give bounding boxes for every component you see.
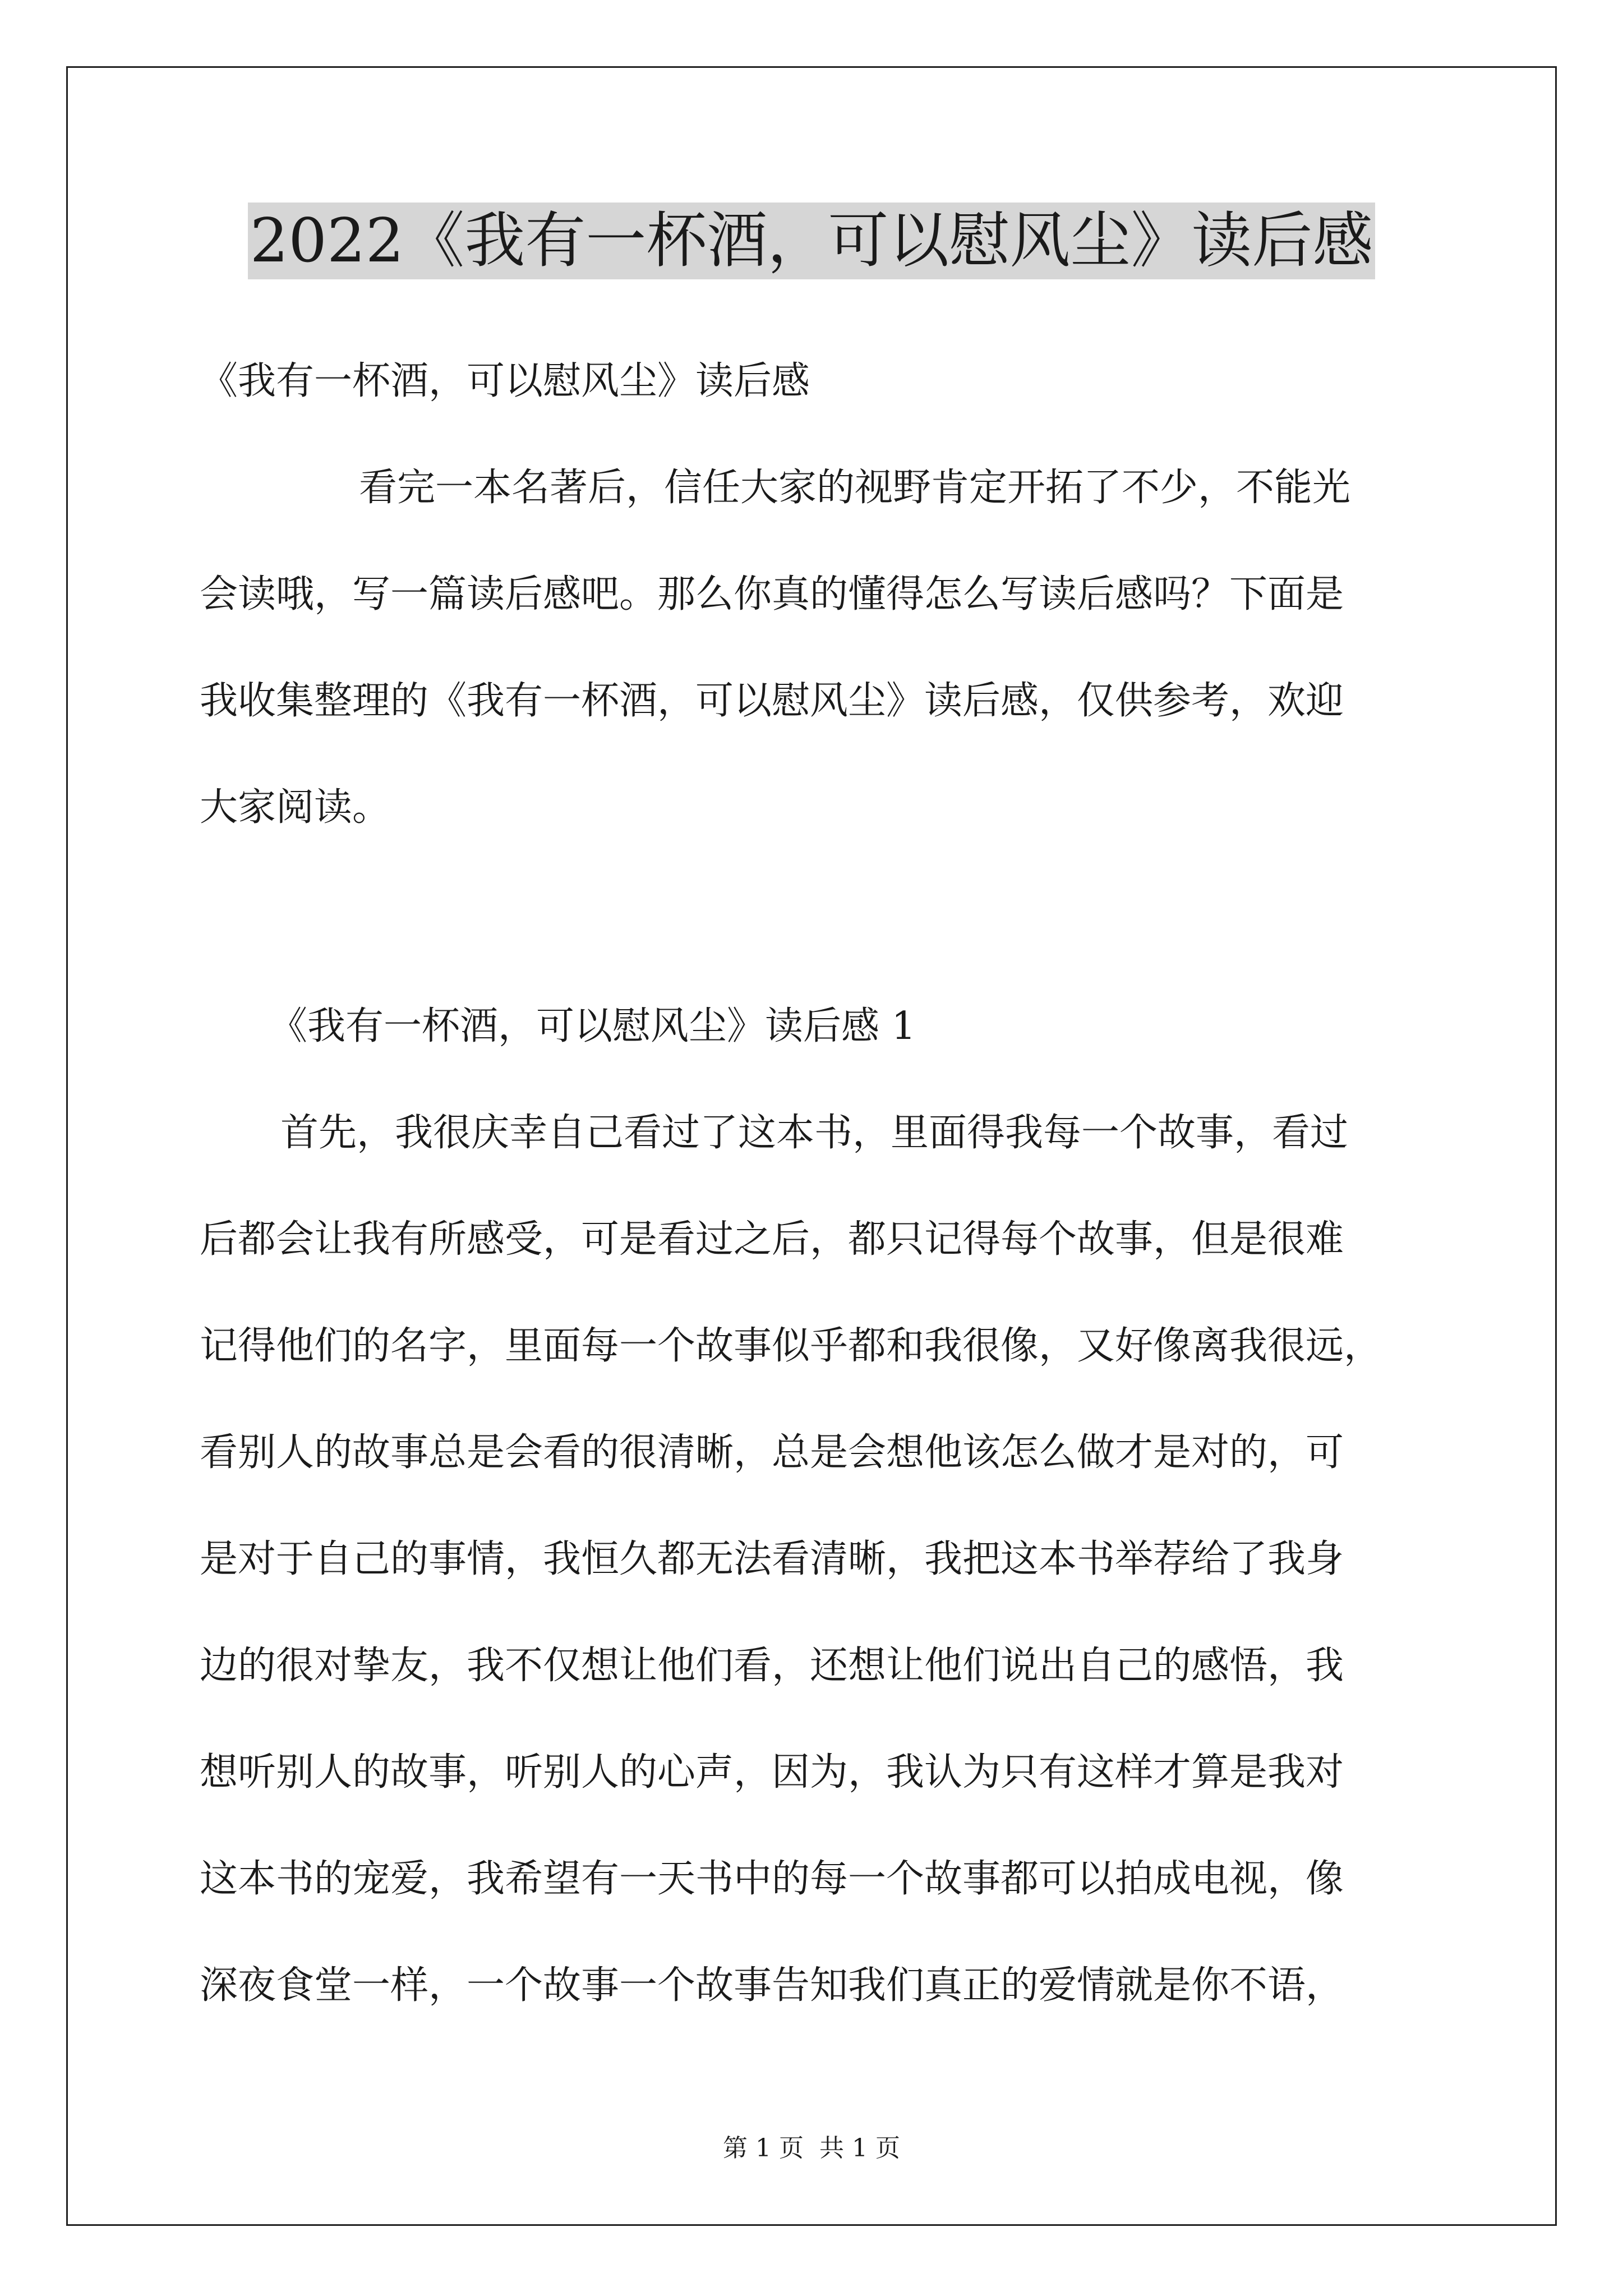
body-line: 首先，我很庆幸自己看过了这本书，里面得我每一个故事，看过 — [280, 1111, 1349, 1155]
intro-line: 会读哦，写一篇读后感吧。那么你真的懂得怎么写读后感吗？下面是 — [200, 572, 1344, 616]
document-title: 2022《我有一杯酒，可以慰风尘》读后感 — [0, 202, 1623, 280]
body-line: 看别人的故事总是会看的很清晰，总是会想他该怎么做才是对的，可 — [200, 1430, 1344, 1475]
body-line: 记得他们的名字，里面每一个故事似乎都和我很像，又好像离我很远， — [200, 1324, 1382, 1368]
body-line: 后都会让我有所感受，可是看过之后，都只记得每个故事，但是很难 — [200, 1217, 1344, 1262]
page-footer — [0, 2132, 1623, 2165]
intro-line: 看完一本名著后，信任大家的视野肯定开拓了不少，不能光 — [359, 466, 1351, 510]
section-heading: 《我有一杯酒，可以慰风尘》读后感 1 — [269, 1004, 916, 1048]
body-line: 边的很对挚友，我不仅想让他们看，还想让他们说出自己的感悟，我 — [200, 1644, 1344, 1688]
page-total: 共 1 页 — [819, 2134, 900, 2162]
body-line: 是对于自己的事情，我恒久都无法看清晰，我把这本书举荐给了我身 — [200, 1537, 1344, 1581]
body-line: 想听别人的故事，听别人的心声，因为，我认为只有这样才算是我对 — [200, 1750, 1344, 1795]
page-number: 第 1 页 — [723, 2134, 804, 2162]
document-subtitle: 《我有一杯酒，可以慰风尘》读后感 — [200, 359, 810, 403]
intro-line: 大家阅读。 — [200, 785, 391, 830]
body-line: 这本书的宠爱，我希望有一天书中的每一个故事都可以拍成电视，像 — [200, 1857, 1344, 1901]
intro-line: 我收集整理的《我有一杯酒，可以慰风尘》读后感，仅供参考，欢迎 — [200, 679, 1344, 723]
body-line: 深夜食堂一样，一个故事一个故事告知我们真正的爱情就是你不语， — [200, 1963, 1344, 2008]
